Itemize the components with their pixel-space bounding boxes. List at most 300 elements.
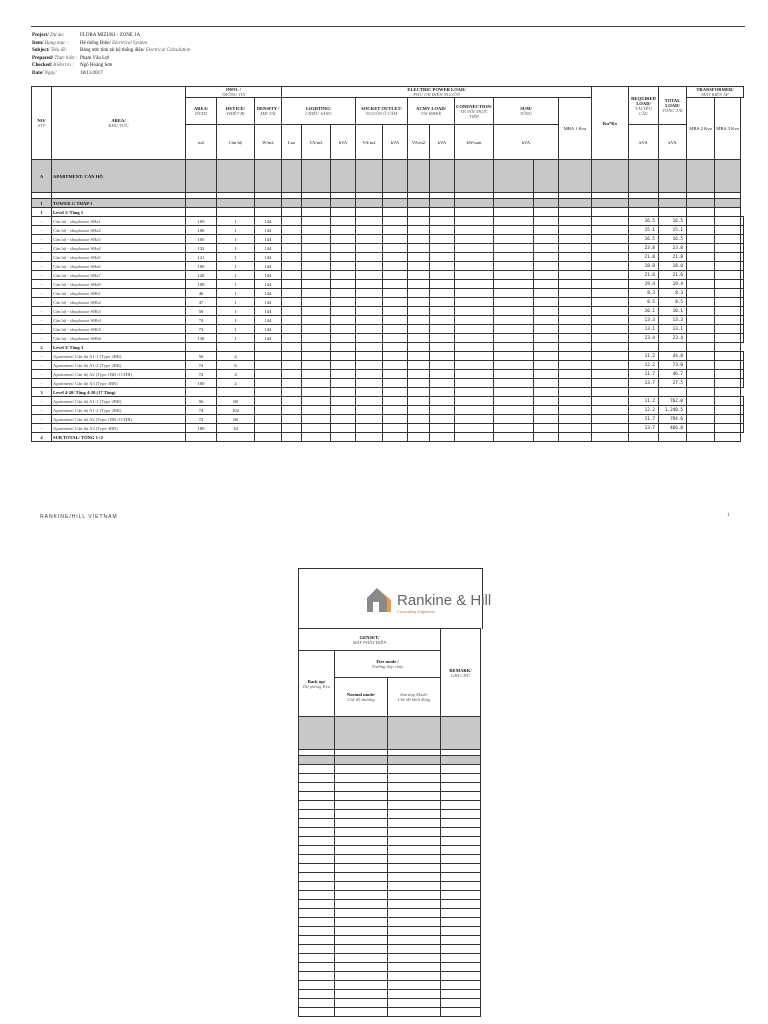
- cell: [534, 352, 559, 361]
- cell: [494, 271, 534, 280]
- cell: [741, 244, 744, 253]
- cell: [408, 217, 430, 226]
- cell: [383, 325, 408, 334]
- cell: [715, 217, 741, 226]
- cell: [302, 397, 331, 406]
- cell: [494, 226, 534, 235]
- row-no: -: [32, 334, 52, 343]
- cell: [629, 199, 659, 208]
- cell: [715, 307, 741, 316]
- cell: [494, 199, 534, 208]
- unit-cell: VA/m2: [408, 125, 430, 160]
- row-required-load: 13.1: [629, 325, 659, 334]
- cell: [186, 199, 217, 208]
- cell: [282, 424, 302, 433]
- cell: [430, 370, 455, 379]
- cell: [356, 235, 383, 244]
- cell: [299, 882, 335, 891]
- cell: [383, 388, 408, 397]
- row-device: 68: [217, 397, 255, 406]
- cell: [741, 370, 744, 379]
- cell: [559, 424, 592, 433]
- cell: [217, 433, 255, 442]
- header-rule: [31, 26, 745, 27]
- cell: [383, 244, 408, 253]
- cell: [282, 307, 302, 316]
- genset-row: [299, 999, 481, 1008]
- cell: [687, 298, 715, 307]
- cell: [388, 864, 441, 873]
- row-area: 47: [186, 298, 217, 307]
- cell: [534, 271, 559, 280]
- row-device: 34: [217, 424, 255, 433]
- cell: [559, 325, 592, 334]
- row-total-load: 73.0: [659, 361, 687, 370]
- row-required-load: 13.7: [629, 379, 659, 388]
- cell: [455, 406, 494, 415]
- row-name: Căn hộ - shophouse SHa7: [52, 271, 186, 280]
- row-required-load: 13.3: [629, 316, 659, 325]
- row-total-load: 1,240.5: [659, 406, 687, 415]
- meta-label: Prepared/ Thực hiện :: [32, 55, 78, 61]
- cell: [356, 397, 383, 406]
- cell: [302, 271, 331, 280]
- cell: [441, 990, 481, 999]
- cell: [494, 415, 534, 424]
- cell: [299, 909, 335, 918]
- genset-title: GENSET/ MÁY PHÁT ĐIỆN: [299, 629, 441, 651]
- meta-value: Bảng ước tính tải hệ thống điện/ Electrical Calculation: [80, 48, 191, 54]
- backup-header: Back up/ Dự phòng Kva: [299, 651, 335, 717]
- cell: [331, 253, 356, 262]
- row-name: Căn hộ - shophouse SHa8: [52, 280, 186, 289]
- genset-row: [299, 864, 481, 873]
- row-device: 102: [217, 406, 255, 415]
- cell: [255, 208, 282, 217]
- row-name: Căn hộ - shophouse SHb1: [52, 289, 186, 298]
- cell: [408, 253, 430, 262]
- cell: [335, 999, 388, 1008]
- cell: [408, 406, 430, 415]
- unit-cell: kVA: [383, 125, 408, 160]
- cell: [331, 271, 356, 280]
- cell: [455, 388, 494, 397]
- cell: [687, 397, 715, 406]
- cell: [741, 253, 744, 262]
- cell: [441, 792, 481, 801]
- row-total-load: 8.3: [659, 289, 687, 298]
- row-total-load: 23.8: [659, 244, 687, 253]
- group-no: 1: [32, 208, 52, 217]
- cell: [383, 253, 408, 262]
- row-required-load: 13.7: [629, 424, 659, 433]
- row-density: [255, 352, 282, 361]
- cell: [356, 271, 383, 280]
- col-area2: AREA/ DTXD: [186, 98, 217, 125]
- col-info: INFO. / THÔNG TIN: [186, 87, 282, 98]
- row-required-load: 12.2: [629, 406, 659, 415]
- cell: [534, 226, 559, 235]
- genset-header-1: [299, 629, 481, 651]
- cell: [408, 160, 430, 193]
- cell: [388, 972, 441, 981]
- row-name: Apartment/ Căn hộ A1-2 (Type 2BR): [52, 406, 186, 415]
- cell: [687, 217, 715, 226]
- cell: [302, 253, 331, 262]
- cell: [331, 406, 356, 415]
- row-area: 72: [186, 415, 217, 424]
- meta-label: Date/ Ngày:: [32, 70, 57, 76]
- genset-row: [299, 963, 481, 972]
- subtotal-title: SUB TOTAL/ TỔNG 1+2: [52, 433, 186, 442]
- row-area: 108: [186, 280, 217, 289]
- cell: [383, 343, 408, 352]
- row-total-load: 794.6: [659, 415, 687, 424]
- cell: [715, 433, 741, 442]
- cell: [299, 846, 335, 855]
- row-required-load: 8.5: [629, 298, 659, 307]
- row-device: 6: [217, 361, 255, 370]
- row-density: [255, 361, 282, 370]
- cell: [441, 999, 481, 1008]
- cell: [408, 244, 430, 253]
- cell: [430, 424, 455, 433]
- table-row: [32, 298, 744, 307]
- cell: [356, 160, 383, 193]
- cell: [534, 361, 559, 370]
- row-density: [255, 415, 282, 424]
- cell: [335, 855, 388, 864]
- cell: [534, 199, 559, 208]
- cell: [715, 352, 741, 361]
- genset-row: [299, 846, 481, 855]
- row-required-load: 21.8: [629, 253, 659, 262]
- table-row: [32, 379, 744, 388]
- cell: [559, 160, 592, 193]
- cell: [331, 388, 356, 397]
- cell: [687, 208, 715, 217]
- cell: [741, 352, 744, 361]
- cell: [408, 397, 430, 406]
- cell: [559, 289, 592, 298]
- unit-cell: kVA: [659, 125, 687, 160]
- col-socket: SOCKET OUTLET/ NGUỒN Ổ CẮM: [356, 98, 408, 125]
- section-no: I: [32, 199, 52, 208]
- cell: [534, 379, 559, 388]
- cell: [408, 424, 430, 433]
- col-area: AREA/ KHU VỰC: [52, 87, 186, 160]
- cell: [388, 828, 441, 837]
- cell: [455, 361, 494, 370]
- table-row: [32, 289, 744, 298]
- cell: [335, 981, 388, 990]
- row-device: 1: [217, 298, 255, 307]
- group-title: Level 4-20/ Tầng 4-20 (17 Tầng): [52, 388, 186, 397]
- cell: [383, 334, 408, 343]
- cell: [388, 792, 441, 801]
- cell: [534, 370, 559, 379]
- cell: [455, 160, 494, 193]
- cell: [629, 388, 659, 397]
- cell: [659, 199, 687, 208]
- cell: [559, 280, 592, 289]
- cell: [629, 343, 659, 352]
- cell: [255, 199, 282, 208]
- col-total: TOTAL LOAD/ TỔNG TẢI: [659, 87, 687, 125]
- cell: [331, 298, 356, 307]
- cell: [687, 235, 715, 244]
- cell: [255, 433, 282, 442]
- cell: [559, 397, 592, 406]
- col-required: REQUIRED LOAD/ TẢI YÊU CẦU: [629, 87, 659, 125]
- cell: [302, 370, 331, 379]
- cell: [687, 325, 715, 334]
- cell: [430, 334, 455, 343]
- cell: [687, 289, 715, 298]
- row-density: 144: [255, 325, 282, 334]
- cell: [383, 316, 408, 325]
- cell: [559, 343, 592, 352]
- cell: [559, 415, 592, 424]
- cell: [441, 954, 481, 963]
- cell: [715, 325, 741, 334]
- unit-cell: m2: [186, 125, 217, 160]
- cell: [302, 388, 331, 397]
- cell: [282, 208, 302, 217]
- cell: [383, 217, 408, 226]
- cell: [559, 316, 592, 325]
- cell: [299, 954, 335, 963]
- cell: [356, 325, 383, 334]
- col-epl: ELECTRIC POWER LOAD/ PHỤ TẢI ĐIỆN NGUỒN: [282, 87, 592, 98]
- row-device: 1: [217, 244, 255, 253]
- cell: [282, 352, 302, 361]
- meta-row: [32, 40, 190, 48]
- cell: [356, 244, 383, 253]
- cell: [592, 352, 629, 361]
- row-name: Apartment/ Căn hộ A3 (Type 3BR): [52, 424, 186, 433]
- cell: [388, 999, 441, 1008]
- cell: [430, 352, 455, 361]
- cell: [335, 873, 388, 882]
- table-row: [32, 352, 744, 361]
- cell: [534, 289, 559, 298]
- table-row: [32, 316, 744, 325]
- cell: [302, 199, 331, 208]
- cell: [282, 316, 302, 325]
- unit-cell: kVA: [430, 125, 455, 160]
- meta-value: Hệ thống Điện/ Electrical System: [80, 40, 147, 46]
- cell: [186, 433, 217, 442]
- cell: [687, 271, 715, 280]
- unit-cell: kVA: [629, 125, 659, 160]
- cell: [741, 334, 744, 343]
- cell: [592, 244, 629, 253]
- cell: [408, 334, 430, 343]
- row-density: [255, 424, 282, 433]
- cell: [741, 307, 744, 316]
- cell: [659, 433, 687, 442]
- cell: [559, 262, 592, 271]
- row-name: Căn hộ - shophouse SHb3: [52, 307, 186, 316]
- row-total-load: 16.5: [659, 217, 687, 226]
- row-density: 144: [255, 298, 282, 307]
- cell: [331, 199, 356, 208]
- cell: [255, 388, 282, 397]
- cell: [430, 379, 455, 388]
- cell: [592, 271, 629, 280]
- cell: [559, 334, 592, 343]
- cell: [408, 280, 430, 289]
- cell: [299, 945, 335, 954]
- col-connection: CONENECTION/ TB NỐI TRỰC TIẾP: [455, 98, 494, 125]
- cell: [217, 343, 255, 352]
- cell: [592, 415, 629, 424]
- cell: [408, 271, 430, 280]
- cell: [559, 433, 592, 442]
- cell: [282, 343, 302, 352]
- cell: [592, 307, 629, 316]
- cell: [534, 316, 559, 325]
- cell: [455, 298, 494, 307]
- cell: [299, 837, 335, 846]
- group-row: [32, 208, 744, 217]
- cell: [282, 271, 302, 280]
- cell: [299, 717, 335, 750]
- cell: [559, 226, 592, 235]
- cell: [741, 424, 744, 433]
- row-no: -: [32, 415, 52, 424]
- cell: [302, 316, 331, 325]
- cell: [302, 307, 331, 316]
- cell: [534, 262, 559, 271]
- cell: [388, 801, 441, 810]
- cell: [383, 289, 408, 298]
- row-no: -: [32, 379, 52, 388]
- cell: [559, 235, 592, 244]
- cell: [408, 226, 430, 235]
- cell: [534, 388, 559, 397]
- cell: [255, 343, 282, 352]
- cell: [715, 397, 741, 406]
- table-row: [32, 334, 744, 343]
- cell: [408, 262, 430, 271]
- cell: [331, 280, 356, 289]
- row-no: -: [32, 262, 52, 271]
- cell: [356, 307, 383, 316]
- cell: [592, 298, 629, 307]
- cell: [715, 271, 741, 280]
- cell: [331, 352, 356, 361]
- cell: [592, 406, 629, 415]
- cell: [302, 361, 331, 370]
- cell: [408, 370, 430, 379]
- genset-table: [298, 628, 481, 1017]
- cell: [592, 262, 629, 271]
- cell: [388, 717, 441, 750]
- cell: [408, 379, 430, 388]
- meta-label: Checked/ Kiểm tra :: [32, 63, 74, 69]
- cell: [299, 765, 335, 774]
- cell: [282, 406, 302, 415]
- cell: [592, 160, 629, 193]
- cell: [430, 160, 455, 193]
- cell: [302, 244, 331, 253]
- cell: [217, 208, 255, 217]
- cell: [430, 388, 455, 397]
- logo-name: Rankine & Hill: [397, 592, 492, 609]
- cell: [282, 280, 302, 289]
- cell: [441, 909, 481, 918]
- cell: [441, 864, 481, 873]
- cell: [282, 325, 302, 334]
- cell: [534, 397, 559, 406]
- cell: [383, 298, 408, 307]
- cell: [455, 280, 494, 289]
- cell: [687, 160, 715, 193]
- meta-value: Ngô Hoàng Sơn: [80, 63, 113, 69]
- row-no: -: [32, 325, 52, 334]
- cell: [282, 262, 302, 271]
- row-device: 1: [217, 235, 255, 244]
- cell: [592, 388, 629, 397]
- cell: [282, 334, 302, 343]
- cell: [534, 235, 559, 244]
- row-no: -: [32, 271, 52, 280]
- cell: [331, 433, 356, 442]
- row-name: Apartment/ Căn hộ A1-1 (Type 2BR): [52, 352, 186, 361]
- cell: [441, 855, 481, 864]
- row-total-load: 19.4: [659, 280, 687, 289]
- table-row: [32, 325, 744, 334]
- cell: [494, 334, 534, 343]
- cell: [335, 837, 388, 846]
- document-meta: [32, 32, 190, 78]
- cell: [592, 235, 629, 244]
- cell: [186, 208, 217, 217]
- cell: [494, 244, 534, 253]
- meta-label: Item/ Hạng mục :: [32, 40, 69, 46]
- cell: [282, 379, 302, 388]
- cell: [356, 361, 383, 370]
- cell: [388, 945, 441, 954]
- cell: [430, 298, 455, 307]
- cell: [687, 406, 715, 415]
- row-density: 144: [255, 271, 282, 280]
- table-row: [32, 235, 744, 244]
- unit-cell: Lux: [282, 125, 302, 160]
- table-row: [32, 271, 744, 280]
- cell: [302, 280, 331, 289]
- cell: [282, 298, 302, 307]
- row-total-load: 21.8: [659, 253, 687, 262]
- genset-row: [299, 774, 481, 783]
- cell: [430, 253, 455, 262]
- cell: [455, 307, 494, 316]
- row-device: 4: [217, 352, 255, 361]
- cell: [356, 352, 383, 361]
- cell: [715, 379, 741, 388]
- cell: [388, 819, 441, 828]
- cell: [302, 298, 331, 307]
- row-name: Căn hộ - shophouse SHa3: [52, 235, 186, 244]
- cell: [388, 963, 441, 972]
- cell: [299, 918, 335, 927]
- row-no: -: [32, 424, 52, 433]
- cell: [534, 424, 559, 433]
- cell: [299, 801, 335, 810]
- row-name: Căn hộ - shophouse SHa4: [52, 244, 186, 253]
